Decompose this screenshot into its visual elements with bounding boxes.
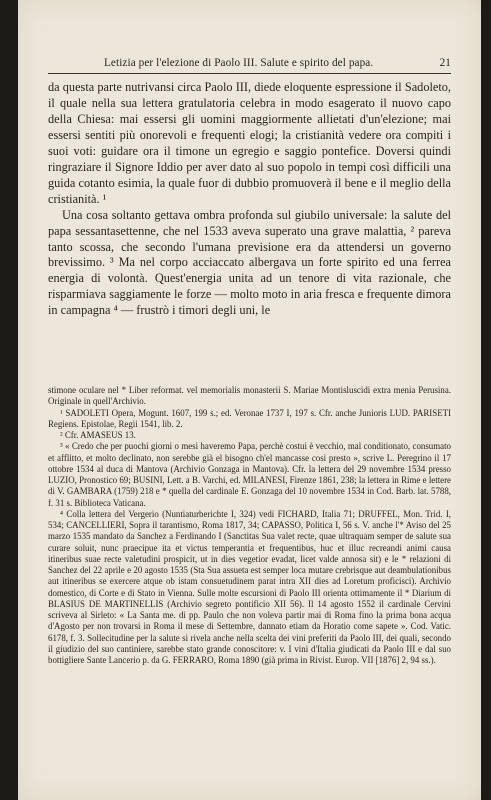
running-title: Letizia per l'elezione di Paolo III. Salute e spirito del papa.	[104, 57, 374, 69]
footnote-1: ¹ SADOLETI Opera, Mogunt. 1607, 199 s.; ed. Veronae 1737 I, 197 s. Cfr. anche Junioris LUD. PARISETI Regiens. Epistolae, Regii 1541, lib. 2.	[48, 407, 451, 429]
footnote-continuation: stimone oculare nel * Liber reformat. vel memorialis monasterii S. Mariae Montisluscidi extra menia Perusina. Originale in quell'Archivio.	[48, 385, 451, 407]
footnote-2: ² Cfr. AMASEUS 13.	[60, 430, 136, 440]
footnotes	[48, 385, 451, 666]
page-number: 21	[439, 57, 451, 69]
main-text	[48, 80, 451, 319]
header-rule	[48, 73, 451, 74]
book-page	[18, 0, 481, 800]
body-paragraph: da questa parte nutrivansi circa Paolo III, diede eloquente espressione il Sadoleto, il quale nella sua lettera gratulatoria celebra in modo esagerato il nuovo capo della Chiesa: mai essersi gli uomini maggiormente allietati d'un'elezione; mai essersi sentiti più onorevoli e frequenti elogi; la cristianità vedere ora compiti i suoi voti: guidare ora il timone un egregio e saggio pontefice. Doversi quindi ringraziare il Signore Iddio per aver dato al suo popolo in tempi così difficili una guida cotanto esimia, la quale fuor di dubbio promuoverà il bene e il meglio della cristianità. ¹	[48, 80, 451, 206]
running-head	[48, 57, 451, 71]
body-paragraph: Una cosa soltanto gettava ombra profonda sul giubilo universale: la salute del papa sessantasettenne, che nel 1533 aveva superato una grave malattia, ² pareva tanto scossa, che secondo l'umana previsione era da attendersi un governo brevissimo. ³ Ma nel corpo acciaccato albergava un forte spirito ed una ferrea energia di volontà. Quest'energia unita ad un tenore di vita razionale, che risparmiava saggiamente le forze — molto moto in aria fresca e frequente dimora in campagna ⁴ — frustrò i timori degli uni, le	[48, 207, 451, 318]
footnote-3: ³ « Credo che per puochi giorni o mesi haveremo Papa, perchè costui è vecchio, mal conditionato, consumato et afflitto, et molto declinato, non serebbe già el bisogno ch'el mancasse così presto », scrive L. Peregrino il 17 ottobre 1534 al duca di Mantova (Archivio Gonzaga in Mantova). Cfr. la lettera del 29 novembre 1534 presso LUZIO, Pronostico 69; BUSINI, Lett. a B. Varchi, ed. MILANESI, Firenze 1861, 238; la lettera in Rime e lettere di V. GAMBARA (1759) 218 e * quella del cardinale E. Gonzaga del 10 novembre 1534 in Cod. Barb. lat. 5788, f. 31 s. Biblioteca Vaticana.	[48, 441, 451, 508]
footnote-4: ⁴ Colla lettera del Vergerio (Nuntiaturberichte I, 324) vedi FICHARD, Italia 71; DRUFFEL, Mon. Trid. I, 534; CANCELLIERI, Sopra il tarantismo, Roma 1817, 34; CAPASSO, Politica I, 56 s. V. anche l'* Aviso del 25 marzo 1535 mandato da Sanchez a Ferdinando I (Sanctitas Sua valet recte, quae ultraquam semper de salute sua curare soluit, nunc praecipue ita et victus temperantia et frequentibus, huc et illuc recreandi animi causa itineribus suae recte valetudini prospicit, ut in dies vegetior evadat, licet valde annosa sit) e le * relazioni di Sanchez del 22 aprile e 20 agosto 1535 (Sta Sua assueta est semper loca mutare crebrisque aut deambulationibus aut itineribus se exercere atque ob istam consuetudinem parat intra XII dies ad Loretum proficisci). Archivio domestico, di Corte e di Stato in Vienna. Sulle molte escursioni di Paolo III orienta ottimamente il * Diarium di BLASIUS DE MARTINELLIS (Archivio segreto pontificio XII 56). Il 14 agosto 1552 il cardinale Cervini scriveva al Sirleto: « La Santa me. di pp. Paulo che non voleva partir mai di Roma fino la prima bona acqua d'Agosto per non trovarsi in Roma il mese di Settembre, dannato etiam da Horatio come sapete ». Cod. Vatic. 6178, f. 3. Sollecitudine per la salute si rivela anche nella scelta dei vini preferiti da Paolo III, dei quali, secondo il giudizio del suo cantiniere, sarebbe stato grande conoscitore: v. I vini d'Italia giudicati da Paolo III e dal suo bottigliere Sante Lancerio p. da G. FERRARO, Roma 1890 (già prima in Rivist. Europ. VII [1876] 2, 94 ss.).	[48, 508, 451, 665]
